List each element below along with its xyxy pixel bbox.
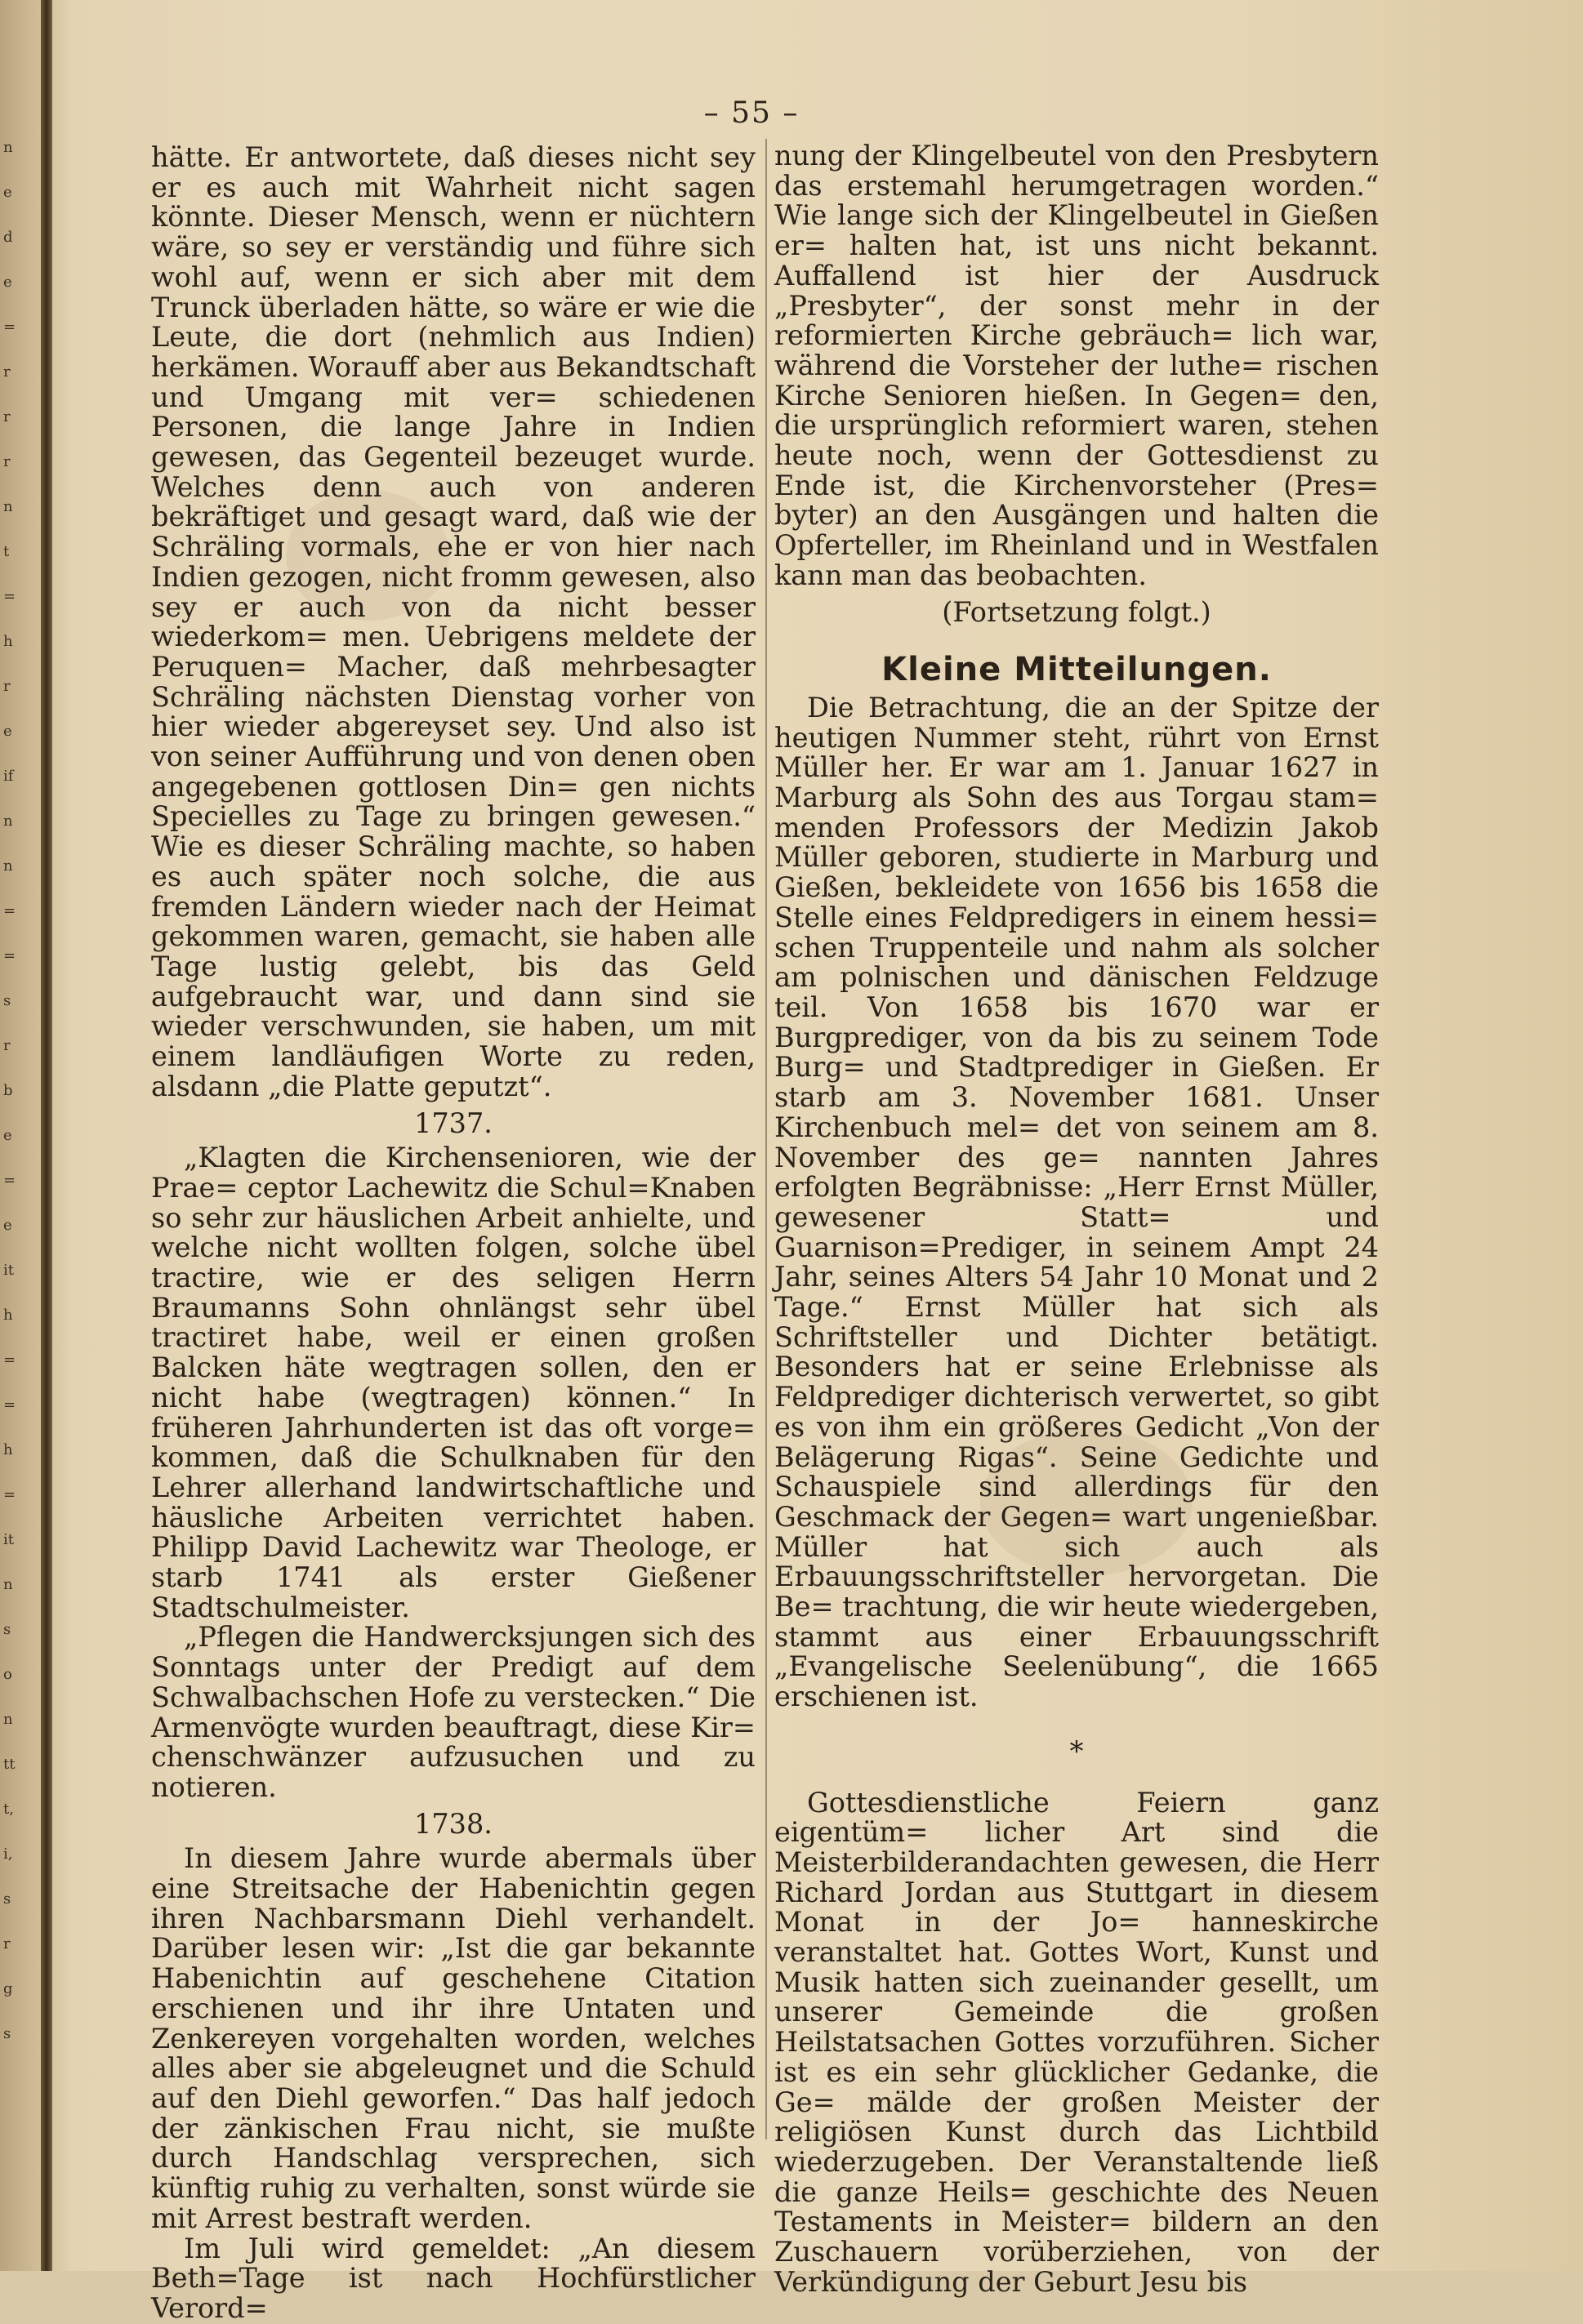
text-line: hätte, so wäre er wie die Leute, die dort [151,291,756,354]
text-line: „Pflegen die Handwercksjungen sich des [184,1621,756,1654]
paragraph [774,693,1379,1712]
text-line: geschichte des Neuen Testaments in Meister= [774,2175,1379,2238]
text-line: sey er verständig und führe sich wohl auf, [151,231,756,293]
separator-star: * [1069,1734,1084,1768]
text-line: sie mußte durch Handschlag versprechen, sich [151,2112,756,2175]
margin-letter: r [3,408,11,425]
margin-letter: r [3,678,11,695]
text-line: men. Uebrigens meldete der Peruquen= [151,621,756,683]
paragraph [151,1143,756,1623]
margin-letter: s [3,1621,11,1638]
margin-letter: n [3,1576,13,1593]
text-line: mit Arrest bestraft werden. [151,2202,533,2234]
margin-letter: tt [3,1756,16,1773]
text-line: Schriftsteller und Dichter betätigt. Besonders [774,1320,1379,1383]
text-line: In diesem Jahre wurde abermals über [184,1842,756,1875]
text-line: sey er auch von da nicht besser wiederkom= [151,590,756,653]
text-line: so haben es auch später noch solche, die aus [151,830,756,893]
continuation-note: (Fortsetzung folgt.) [942,595,1211,628]
text-line: Nachbarsmann Diehl verhandelt. Darüber [151,1902,756,1965]
margin-letter: o [3,1666,12,1683]
text-line: ist hier der Ausdruck „Presbyter“, der sonst [774,259,1379,322]
margin-letter: h [3,633,13,650]
text-line: früheren Jahrhunderten ist das oft vorge= [151,1411,756,1444]
text-line: mälde der großen Meister der religiösen [774,2086,1380,2148]
margin-letter: r [3,1935,11,1952]
text-line: gewesen.“ Wie es dieser Schräling machte, [151,800,756,863]
text-line: am polnischen und dänischen Feldzuge teil. [774,961,1379,1023]
margin-letter: = [3,318,16,336]
text-line: stehen heute noch, wenn der Gottesdienst [774,409,1379,472]
text-line: das erstemahl herumgetragen worden.“ Wie [774,169,1379,232]
text-line: Tage lustig gelebt, bis das Geld aufgebraucht [151,950,756,1013]
text-line: und die Schuld auf den Diehl geworfen.“ [151,2052,756,2114]
text-line: von der Verkündigung der Geburt Jesu bis [774,2236,1379,2298]
text-line: wenn er sich aber mit dem Trunck überladen [151,260,756,323]
text-line: Heilstatsachen Gottes vorzuführen. Sicher [774,2026,1379,2059]
right-column [774,141,1379,2298]
text-line: Sonntags unter der Predigt auf dem [151,1651,756,1684]
margin-letter: r [3,363,11,381]
text-line: auf geschehene Citation erschienen und ihr [151,1962,756,2024]
text-line: lich war, während die Vorsteher der luthe= [774,319,1380,381]
text-line: worden, welches alles aber sie abgeleugnet [151,2022,756,2085]
margin-letter: h [3,1441,13,1458]
text-line: Indien gezogen, nicht fromm gewesen, also [151,560,756,593]
text-line: ist es ein sehr glücklicher Gedanke, die Ge= [774,2055,1379,2118]
text-line: Gießen, bekleidete von 1656 bis 1658 die [774,871,1379,904]
text-line: sind allerdings für den Geschmack der Gegen= [774,1471,1379,1533]
margin-letter: n [3,498,13,515]
text-line: menden Professors der Medizin Jakob [774,811,1379,844]
margin-letter: n [3,1711,13,1728]
text-line: Schräling vormals, ehe er von hier nach [151,531,756,563]
text-line: wart ungenießbar. Müller hat sich auch als [774,1500,1379,1563]
text-line: nicht wollten folgen, solche übel tractire, [151,1231,756,1294]
text-line: künftig ruhig zu verhalten, sonst würde sie [151,2172,756,2205]
text-line: Erbauungsschriftsteller hervorgetan. Die Be= [774,1560,1379,1623]
margin-letter: d [3,229,13,246]
text-line: Macher, daß mehrbesagter Schräling nächsten [151,650,756,713]
margin-letter: e [3,274,12,291]
margin-letter: g [3,1980,13,1997]
margin-letter: t, [3,1801,14,1818]
margin-letter: e [3,184,12,201]
text-line: „Klagten die Kirchensenioren, wie der Prae= [151,1142,756,1204]
margin-letter: e [3,1127,12,1144]
text-line: (nehmlich aus Indien) herkämen. Worauff [151,321,756,383]
page-number: – 55 – [703,96,800,130]
text-line: eine Streitsache der Habenichtin gegen ihren [151,1872,756,1934]
text-line: mehr in der reformierten Kirche gebräuch= [774,289,1379,352]
margin-letter: = [3,1396,16,1414]
paragraph [151,1623,756,1802]
text-line: Schwalbachschen Hofe zu verstecken.“ Die [151,1681,756,1713]
text-line: schiedenen Personen, die lange Jahre in [151,381,756,443]
paragraph [151,2234,756,2324]
text-line: den, die ursprünglich reformiert waren, [774,379,1379,442]
text-line: zu Ende ist, die Kirchenvorsteher (Pres= [774,439,1380,501]
text-line: Dieser Mensch, wenn er nüchtern wäre, so [151,201,756,264]
margin-letter: = [3,1351,16,1369]
text-line: Müller geboren, studierte in Marburg und [774,841,1379,874]
text-line: den er nicht habe (wegtragen) können.“ In [151,1351,756,1414]
text-line: gesellt, um unserer Gemeinde die großen [774,1966,1379,2028]
book-binding [41,0,52,2271]
text-line: aus einer Erbauungsschrift „Evangelische [774,1620,1380,1683]
text-line: gekommen waren, gemacht, sie haben alle [151,920,756,953]
margin-letter: e [3,1217,12,1234]
margin-letter: = [3,902,16,919]
margin-letter: = [3,588,16,605]
text-line: rischen Kirche Senioren hießen. In Gegen= [774,349,1380,412]
text-line: Opferteller, im Rheinland und in Westfalen [774,529,1379,562]
text-line: trachtung, die wir heute wiedergeben, stammt [774,1591,1380,1653]
text-line: Arbeiten verrichtet haben. Philipp David [151,1501,756,1564]
text-line: Rigas“. Seine Gedichte und Schauspiele [774,1440,1379,1503]
text-line: lange sich der Klingelbeutel in Gießen er= [774,199,1380,262]
text-line: ohnlängst sehr übel tractiret habe, weil er [151,1291,756,1354]
text-line: Stadtprediger in Gießen. Er starb am [774,1051,1379,1114]
text-line: ihre Untaten und Zenkereyen vorgehalten [151,1992,756,2055]
text-line: Der Veranstaltende ließ die ganze Heils= [774,2146,1379,2208]
text-line: Jahr, seines Alters 54 Jahr 10 Monat [774,1261,1288,1293]
text-line: hätte. Er antwortete, daß dieses nicht sey [151,141,756,173]
text-line: halten hat, ist uns nicht bekannt. Auffallend [774,229,1379,292]
margin-letter: t [3,543,10,560]
text-line: wurde. Welches denn auch von anderen [151,441,756,503]
text-line: Seelenübung“, die 1665 erschienen ist. [774,1650,1379,1713]
margin-letter: h [3,1307,13,1324]
text-line: Stelle eines Feldpredigers in einem hessi= [774,901,1379,933]
text-line: war, und dann sind sie wieder verschwunden, [151,980,756,1043]
margin-letter: r [3,1037,11,1054]
text-line: nung der Klingelbeutel von den Presbytern [774,140,1379,171]
text-line: von da bis zu seinem Tode Burg= und [774,1021,1379,1084]
margin-letter: s [3,992,11,1009]
text-line: kann man das beobachten. [774,559,1147,591]
text-line: Gottesdienstliche Feiern ganz eigentüm= [774,1786,1379,1849]
text-line: dichterisch verwertet, so gibt es von ihm ein [774,1381,1379,1443]
section-heading: Kleine Mitteilungen. [881,651,1272,689]
text-line: sie haben, um mit einem landläufigen Worte [151,1010,756,1073]
margin-letter: if [3,768,14,785]
text-line: fremden Ländern wieder nach der Heimat [151,890,756,923]
text-line: Kunst durch das Lichtbild wiederzugeben. [774,2116,1379,2178]
text-line: hanneskirche veranstaltet hat. Gottes Wort, [774,1906,1379,1969]
text-line: nannten Jahres erfolgten Begräbnisse: [774,1141,1379,1204]
text-line: wie er des seligen Herrn Braumanns Sohn [151,1262,756,1324]
text-line: er es auch mit Wahrheit nicht sagen könnte. [151,171,756,234]
text-line: Armenvögte wurden beauftragt, diese Kir= [151,1711,756,1743]
text-line: heutigen Nummer steht, rührt von Ernst [774,721,1379,754]
left-column [151,143,756,2324]
text-line: Guarnison=Prediger, in seinem Ampt 24 [774,1231,1379,1263]
text-line: licher Art sind die Meisterbilderandachten [774,1816,1379,1878]
text-line: allerhand landwirtschaftliche und häusliche [151,1471,756,1534]
margin-letter: it [3,1531,14,1548]
paragraph [151,143,756,1102]
margin-letter: b [3,1082,13,1099]
paragraph [774,141,1379,591]
margin-letter: n [3,813,13,830]
text-line: Das half jedoch der zänkischen Frau nicht, [151,2082,756,2144]
margin-letter: = [3,1486,16,1503]
text-line: Müller her. Er war am 1. Januar 1627 in [774,751,1379,784]
paragraph [151,1844,756,2233]
year-heading: 1738. [414,1807,493,1840]
text-line: aber aus Bekandtschaft und Umgang mit ver= [151,350,756,413]
text-line: Marburg als Sohn des aus Torgau stam= [774,781,1379,814]
margin-letter: it [3,1262,14,1279]
text-line: det von seinem am 8. November des ge= [774,1111,1379,1173]
margin-letter: r [3,453,11,470]
text-line: lesen wir: „Ist die gar bekannte Habenichtin [151,1932,756,1995]
text-line: chenschwänzer aufzusuchen und zu notieren. [151,1741,756,1803]
text-line: hat er seine Erlebnisse als Feldprediger [774,1351,1380,1414]
text-line: Lachewitz war Theologe, er starb 1741 als [151,1531,756,1594]
text-line: byter) an den Ausgängen und halten die [774,499,1379,532]
text-line: Indien gewesen, das Gegenteil bezeuget [151,411,756,474]
column-divider [765,139,767,2139]
text-line: bildern an den Zuschauern vorüberziehen, [774,2206,1379,2268]
margin-letter: i, [3,1845,13,1863]
text-line: ceptor Lachewitz die Schul=Knaben so sehr [151,1171,756,1234]
margin-letter: s [3,1890,11,1908]
margin-letter: n [3,139,13,156]
text-line: kommen, daß die Schulknaben für den Lehrer [151,1441,756,1503]
margin-letter: e [3,723,12,740]
margin-letter: n [3,857,13,875]
text-line: Im Juli wird gemeldet: „An diesem [184,2232,756,2264]
margin-letter: = [3,947,16,964]
text-line: Dienstag vorher von hier wieder abgereyset [151,680,756,743]
text-line: zu reden, alsdann „die Platte geputzt“. [151,1040,756,1102]
text-line: sey. Und also ist von seiner Aufführung und [151,710,756,773]
text-line: 3. November 1681. Unser Kirchenbuch mel= [774,1081,1379,1143]
text-line: zur häuslichen Arbeit anhielte, und welche [151,1201,756,1264]
text-line: Beth=Tage ist nach Hochfürstlicher Verord= [151,2262,756,2324]
paragraph [774,1788,1379,2298]
text-line: erster Gießener Stadtschulmeister. [151,1561,756,1623]
text-line: „Herr Ernst Müller, gewesener Statt= und [774,1171,1379,1233]
text-line: und 2 Tage.“ Ernst Müller hat sich als [774,1261,1379,1324]
text-line: von denen oben angegebenen gottlosen Din= [151,741,756,803]
text-line: gewesen, die Herr Richard Jordan aus [774,1845,1379,1908]
year-heading: 1737. [414,1106,493,1139]
text-line: Stuttgart in diesem Monat in der Jo= [774,1876,1379,1939]
previous-page-margin [0,139,25,2139]
text-line: bekräftiget und gesagt ward, daß wie der [151,501,756,533]
text-line: schen Truppenteile und nahm als solcher [774,931,1379,964]
text-line: Von 1658 bis 1670 war er Burgprediger, [774,991,1380,1053]
text-line: Kunst und Musik hatten sich zueinander [774,1936,1379,1998]
text-line: einen großen Balcken häte wegtragen sollen, [151,1321,756,1384]
text-line: größeres Gedicht „Von der Belägerung [774,1410,1379,1473]
margin-letter: = [3,1172,16,1189]
margin-letter: s [3,2025,11,2042]
text-line: gen nichts Specielles zu Tage zu bringen [151,770,756,833]
text-line: Die Betrachtung, die an der Spitze der [807,691,1379,723]
